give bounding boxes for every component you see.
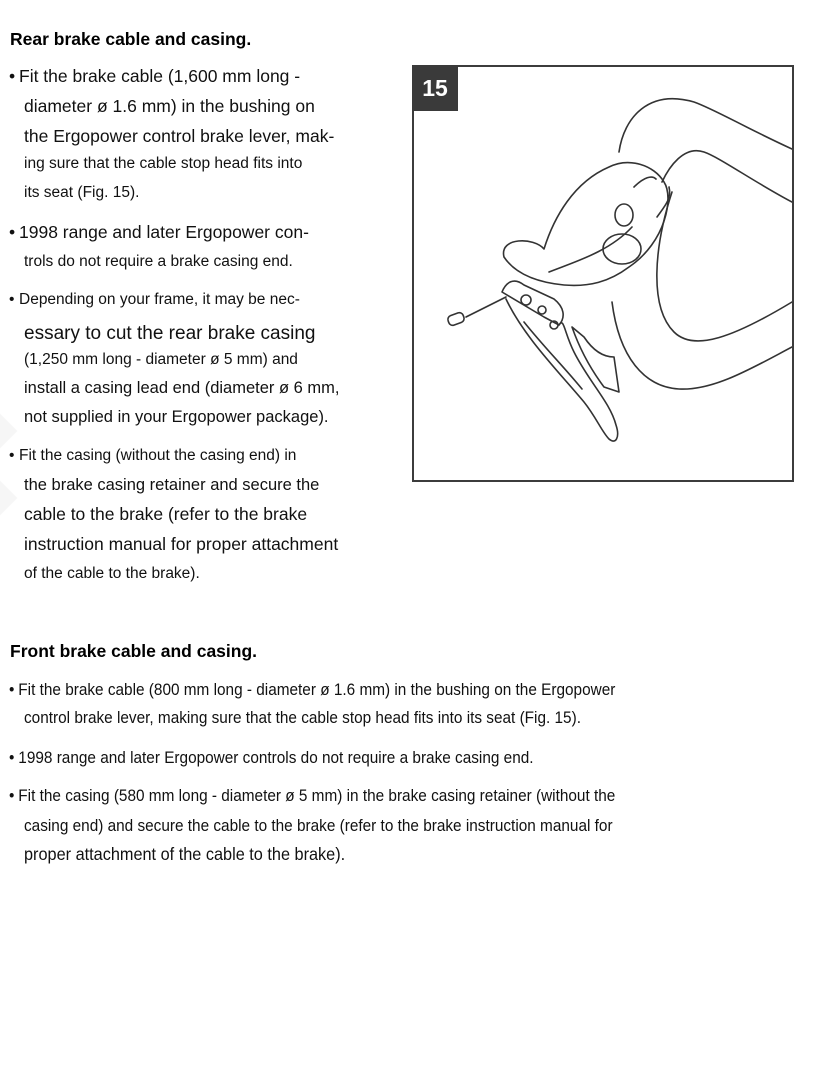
handlebar-drop-outer	[612, 302, 792, 389]
text-line: not supplied in your Ergopower package).	[24, 408, 329, 426]
hood-detail-line-2	[634, 177, 656, 187]
text-line: control brake lever, making sure that the cable stop head fits into its seat (Fig. 15).	[24, 709, 581, 727]
rear-section-heading: Rear brake cable and casing.	[10, 29, 252, 49]
text-line: (1,250 mm long - diameter ø 5 mm) and	[24, 351, 298, 368]
brake-cable	[466, 297, 506, 317]
rear-bullet-1-line	[9, 68, 300, 86]
text-line: of the cable to the brake).	[24, 565, 200, 582]
rear-bullet-3-line	[9, 292, 300, 308]
text-line: essary to cut the rear brake casing	[24, 323, 316, 344]
text-line: Fit the casing (580 mm long - diameter ø 5 mm) in the brake casing retainer (without the	[18, 787, 616, 805]
text-line: Fit the casing (without the casing end) in	[19, 447, 297, 464]
text-line: proper attachment of the cable to the brake).	[24, 844, 346, 864]
handlebar-drop-inner	[657, 192, 792, 341]
bullet-icon: •	[9, 447, 15, 464]
bullet-icon: •	[9, 749, 15, 767]
text-line: ing sure that the cable stop head fits into	[24, 155, 303, 172]
bullet-icon: •	[9, 66, 16, 86]
mechanism-bolt	[538, 306, 546, 314]
text-line: diameter ø 1.6 mm) in the bushing on	[24, 96, 315, 116]
text-line: the Ergopower control brake lever, mak-	[24, 126, 335, 146]
rear-bullet-4-line	[9, 448, 296, 464]
rear-bullet-2-line	[9, 224, 309, 242]
lever-mechanism	[502, 281, 563, 325]
brake-lever-illustration-icon	[414, 67, 792, 480]
bullet-icon: •	[9, 787, 15, 805]
text-line: Depending on your frame, it may be nec-	[19, 291, 300, 308]
hood-button	[615, 204, 633, 226]
text-line: 1998 range and later Ergopower controls do not require a brake casing end.	[18, 749, 534, 767]
front-bullet-3-line	[9, 788, 615, 805]
text-line: the brake casing retainer and secure the	[24, 476, 320, 494]
text-line: install a casing lead end (diameter ø 6 mm,	[24, 379, 340, 397]
shift-lever	[572, 327, 619, 392]
handlebar-outer-line	[619, 99, 792, 152]
text-line: Fit the brake cable (800 mm long - diameter ø 1.6 mm) in the bushing on the Ergopower	[18, 681, 616, 699]
text-line: casing end) and secure the cable to the brake (refer to the brake instruction manual for	[24, 817, 613, 835]
hood-outline	[504, 163, 668, 286]
handlebar-inner-line	[662, 151, 792, 202]
decorative-shape	[0, 480, 17, 517]
text-line: instruction manual for proper attachment	[24, 534, 339, 554]
hood-button-large	[603, 234, 641, 264]
bullet-icon: •	[9, 291, 15, 308]
text-line: cable to the brake (refer to the brake	[24, 504, 308, 524]
text-line: its seat (Fig. 15).	[24, 184, 140, 201]
text-line: 1998 range and later Ergopower con-	[19, 222, 309, 242]
figure-15	[412, 65, 794, 482]
mechanism-bolt	[521, 295, 531, 305]
cable-stop-head	[447, 312, 465, 327]
front-bullet-1-line	[9, 682, 615, 699]
front-bullet-2-line	[9, 750, 534, 767]
front-section-heading: Front brake cable and casing.	[10, 641, 258, 661]
text-line: Fit the brake cable (1,600 mm long -	[19, 66, 301, 86]
bullet-icon: •	[9, 681, 15, 699]
bullet-icon: •	[9, 222, 16, 242]
decorative-shape	[0, 413, 17, 450]
text-line: trols do not require a brake casing end.	[24, 253, 293, 270]
figure-number-badge: 15	[412, 65, 458, 111]
